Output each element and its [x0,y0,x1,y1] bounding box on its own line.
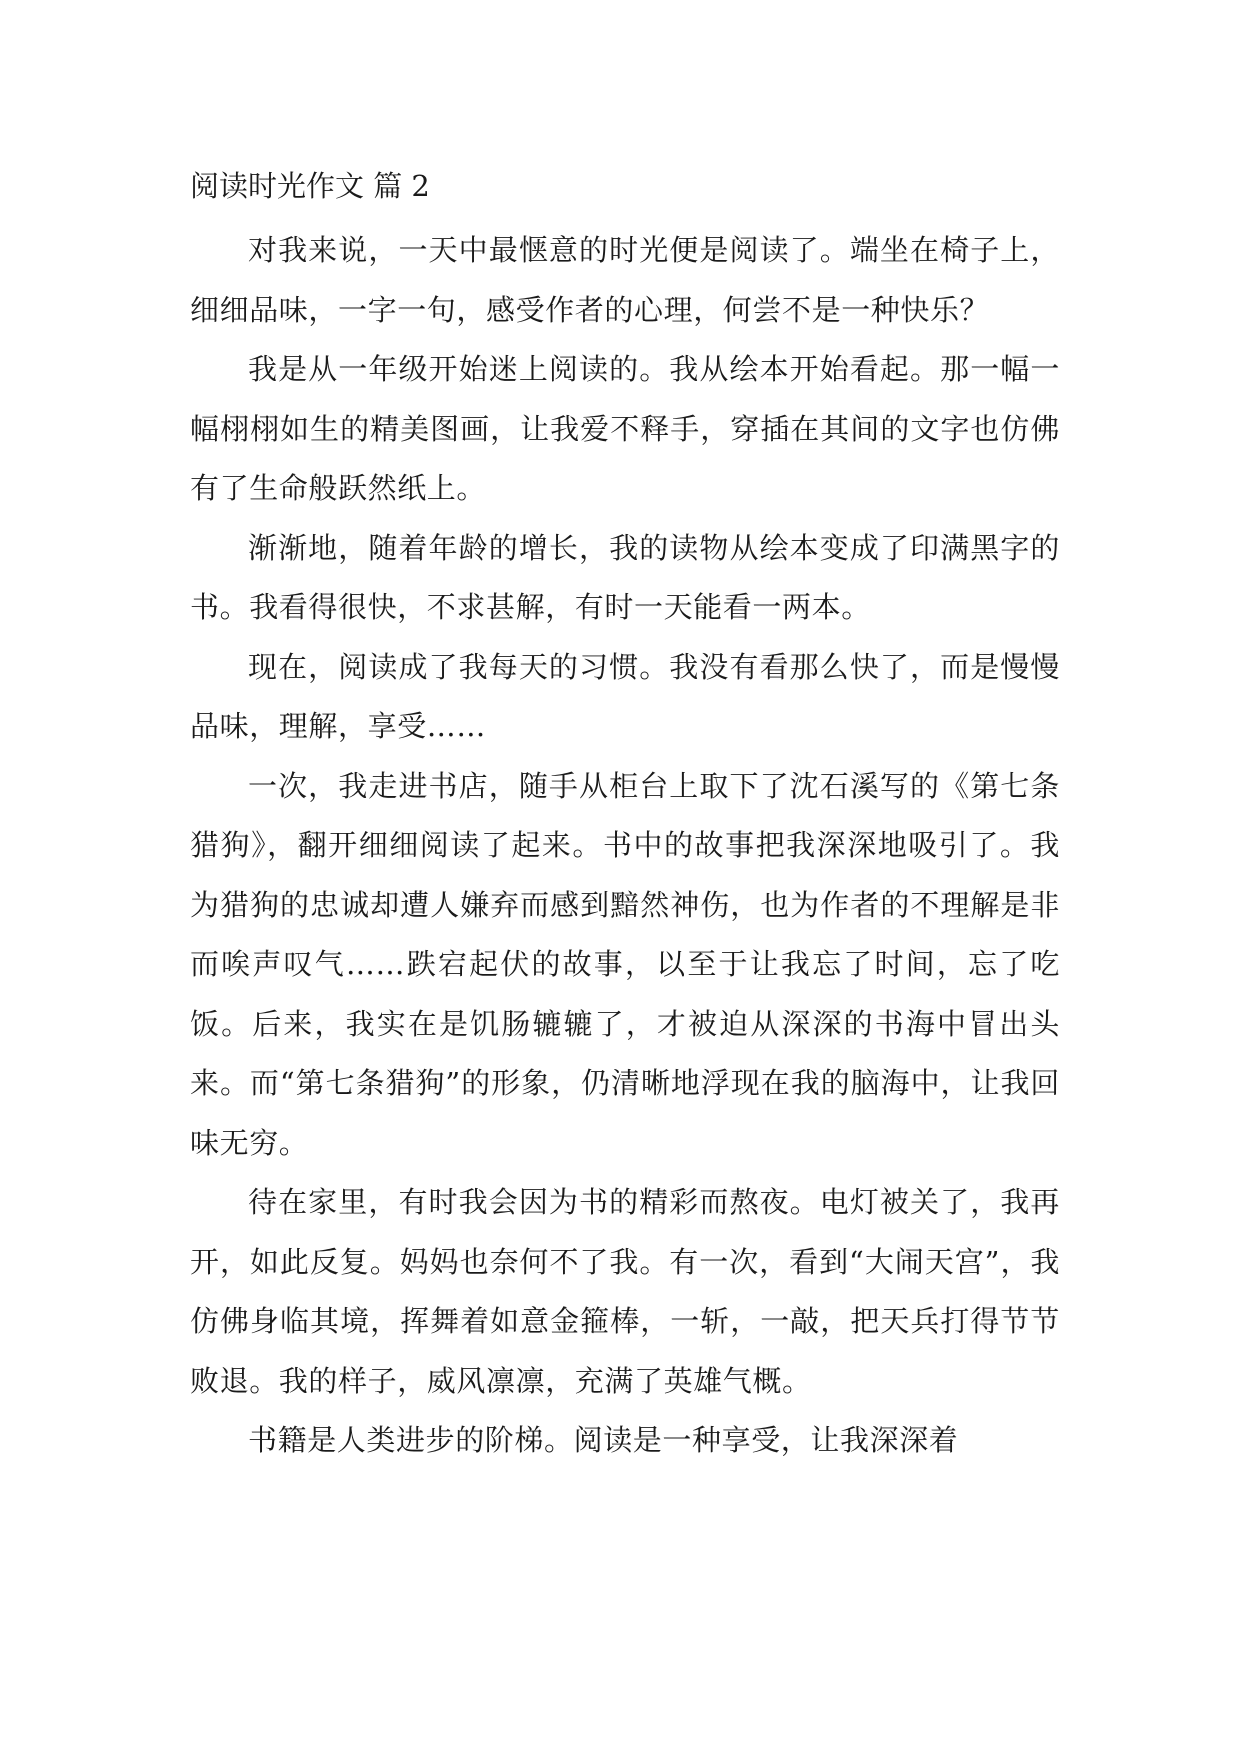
paragraph-7: 书籍是人类进步的阶梯。阅读是一种享受，让我深深着 [248,1423,959,1457]
paragraph-3: 渐渐地，随着年龄的增长，我的读物从绘本变成了印满黑字的书。我看得很快，不求甚解，有时一天能看一两本。 [190,530,1060,624]
paragraph-1: 对我来说，一天中最惬意的时光便是阅读了。端坐在椅子上，细细品味，一字一句，感受作者的心理，何尝不是一种快乐？ [190,233,1060,327]
document-body [190,221,1060,1471]
document-title: 阅读时光作文 篇 2 [190,169,430,203]
paragraph-2: 我是从一年级开始迷上阅读的。我从绘本开始看起。那一幅一幅栩栩如生的精美图画，让我爱不释手，穿插在其间的文字也仿佛有了生命般跃然纸上。 [190,352,1060,505]
paragraph-5: 一次，我走进书店，随手从柜台上取下了沈石溪写的《第七条猎狗》，翻开细细阅读了起来。书中的故事把我深深地吸引了。我为猎狗的忠诚却遭人嫌弃而感到黯然神伤，也为作者的不理解是非而唉声叹气……跌宕起伏的故事，以至于让我忘了时间，忘了吃饭。后来，我实在是饥肠辘辘了，才被迫从深深的书海中冒出头来。而“第七条猎狗”的形象，仍清晰地浮现在我的脑海中，让我回味无穷。 [190,768,1060,1160]
paragraph-6: 待在家里，有时我会因为书的精彩而熬夜。电灯被关了，我再开，如此反复。妈妈也奈何不了我。有一次，看到“大闹天宫”，我仿佛身临其境，挥舞着如意金箍棒，一斩，一敲，把天兵打得节节败退。我的样子，威风凛凛，充满了英雄气概。 [190,1185,1060,1398]
paragraph-4: 现在，阅读成了我每天的习惯。我没有看那么快了，而是慢慢品味，理解，享受…… [190,649,1060,743]
